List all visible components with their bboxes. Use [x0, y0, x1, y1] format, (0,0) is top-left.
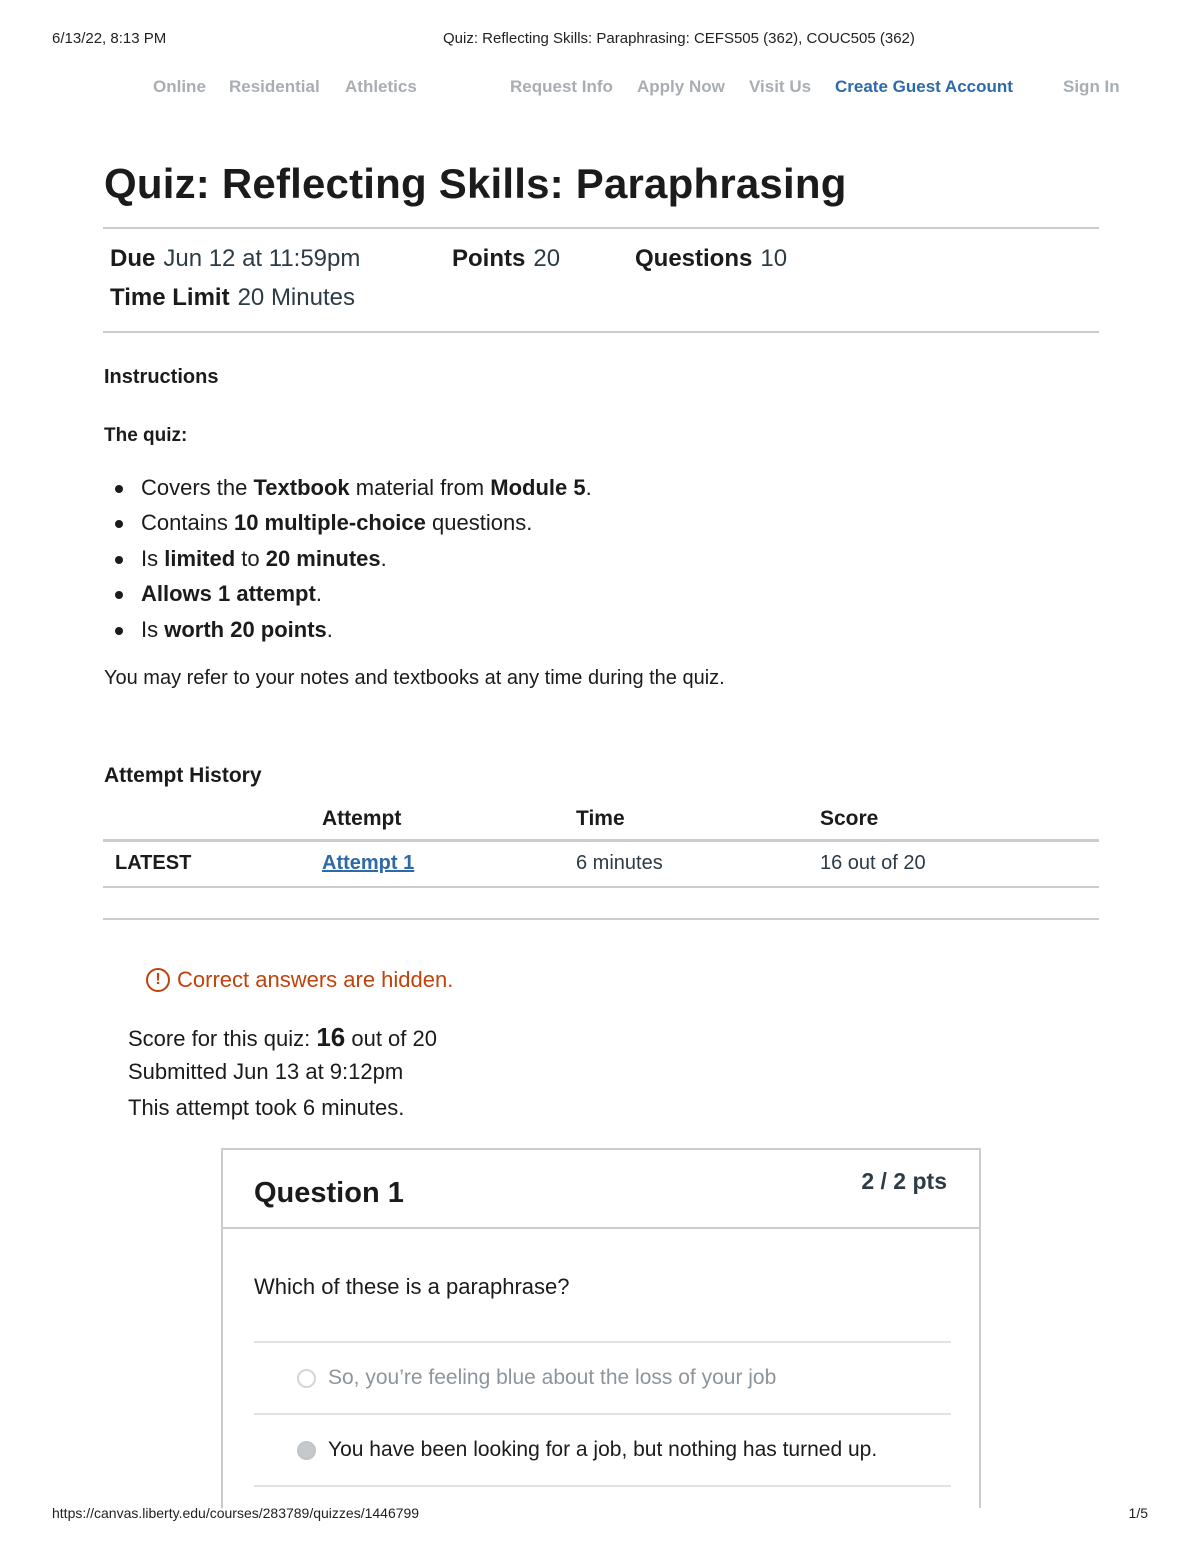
divider — [103, 227, 1099, 229]
time-cell: 6 minutes — [576, 840, 820, 887]
answers-hidden-text: Correct answers are hidden. — [177, 967, 454, 992]
question-title: Question 1 — [254, 1177, 404, 1209]
list-item: Is limited to 20 minutes. — [112, 545, 592, 580]
score-cell: 16 out of 20 — [820, 840, 1099, 887]
nav-visit-us[interactable]: Visit Us — [749, 77, 812, 96]
answer-text: So, you’re feeling blue about the loss of your job — [328, 1366, 777, 1389]
attempt-1-link[interactable]: Attempt 1 — [322, 852, 415, 875]
list-item: Contains 10 multiple-choice questions. — [112, 509, 592, 544]
instructions-list — [112, 474, 592, 651]
answer-divider — [254, 1341, 951, 1343]
questions-label: Questions — [635, 245, 753, 272]
nav-apply-now[interactable]: Apply Now — [637, 77, 725, 96]
nav-athletics[interactable]: Athletics — [345, 77, 417, 96]
warning-icon: ! — [146, 968, 170, 992]
radio-unselected — [297, 1369, 316, 1388]
latest-tag: LATEST — [103, 840, 322, 887]
answer-text: You have been looking for a job, but nothing has turned up. — [328, 1438, 878, 1461]
col-time: Time — [576, 800, 820, 840]
score-summary — [128, 1022, 437, 1132]
answer-divider — [254, 1413, 951, 1415]
attempt-history-table — [103, 800, 1099, 888]
quiz-time-limit — [110, 284, 355, 312]
nav-sign-in[interactable]: Sign In — [1063, 77, 1120, 96]
questions-value: 10 — [760, 245, 788, 272]
nav-request-info[interactable]: Request Info — [510, 77, 613, 96]
print-page-number: 1/5 — [1128, 1505, 1148, 1521]
question-points: 2 / 2 pts — [861, 1168, 947, 1194]
answer-option — [297, 1366, 776, 1390]
nav-online[interactable]: Online — [153, 77, 206, 96]
col-tag — [103, 800, 322, 840]
due-label: Due — [110, 245, 156, 272]
table-header-row — [103, 800, 1099, 840]
score-line: Score for this quiz: 16 out of 20 — [128, 1022, 437, 1052]
nav-create-guest-account[interactable]: Create Guest Account — [835, 77, 1013, 96]
divider — [103, 331, 1099, 333]
points-label: Points — [452, 245, 526, 272]
duration-line: This attempt took 6 minutes. — [128, 1095, 405, 1120]
score-value: 16 — [316, 1022, 346, 1052]
divider — [103, 918, 1099, 920]
submitted-line: Submitted Jun 13 at 9:12pm — [128, 1058, 404, 1084]
quiz-due — [110, 245, 360, 273]
print-doc-title: Quiz: Reflecting Skills: Paraphrasing: CEFS505 (362), COUC505 (362) — [443, 30, 915, 47]
instructions-note: You may refer to your notes and textbooks at any time during the quiz. — [104, 667, 725, 689]
print-url: https://canvas.liberty.edu/courses/283789/quizzes/1446799 — [52, 1505, 420, 1521]
quiz-points — [452, 245, 560, 273]
time-limit-label: Time Limit — [110, 284, 230, 311]
list-item: Allows 1 attempt. — [112, 580, 592, 615]
col-attempt: Attempt — [322, 800, 576, 840]
attempt-history-heading: Attempt History — [104, 764, 262, 787]
due-value: Jun 12 at 11:59pm — [163, 245, 361, 272]
list-item: Is worth 20 points. — [112, 616, 592, 651]
answer-option-selected — [297, 1438, 877, 1462]
instructions-heading: Instructions — [104, 366, 219, 388]
points-value: 20 — [533, 245, 561, 272]
radio-selected — [297, 1441, 316, 1460]
instructions-intro: The quiz: — [104, 425, 188, 446]
list-item: Covers the Textbook material from Module 5. — [112, 474, 592, 509]
col-score: Score — [820, 800, 1099, 840]
question-card — [221, 1148, 981, 1508]
question-header — [223, 1150, 979, 1229]
time-limit-value: 20 Minutes — [237, 284, 355, 311]
quiz-questions — [635, 245, 787, 273]
print-datetime: 6/13/22, 8:13 PM — [52, 30, 167, 47]
nav-residential[interactable]: Residential — [229, 77, 320, 96]
answer-divider — [254, 1485, 951, 1487]
table-row — [103, 840, 1099, 887]
answers-hidden-notice — [146, 967, 453, 993]
question-text: Which of these is a paraphrase? — [254, 1274, 570, 1299]
top-nav — [0, 77, 1200, 101]
page-title: Quiz: Reflecting Skills: Paraphrasing — [104, 160, 847, 207]
attempt-cell — [322, 840, 576, 887]
